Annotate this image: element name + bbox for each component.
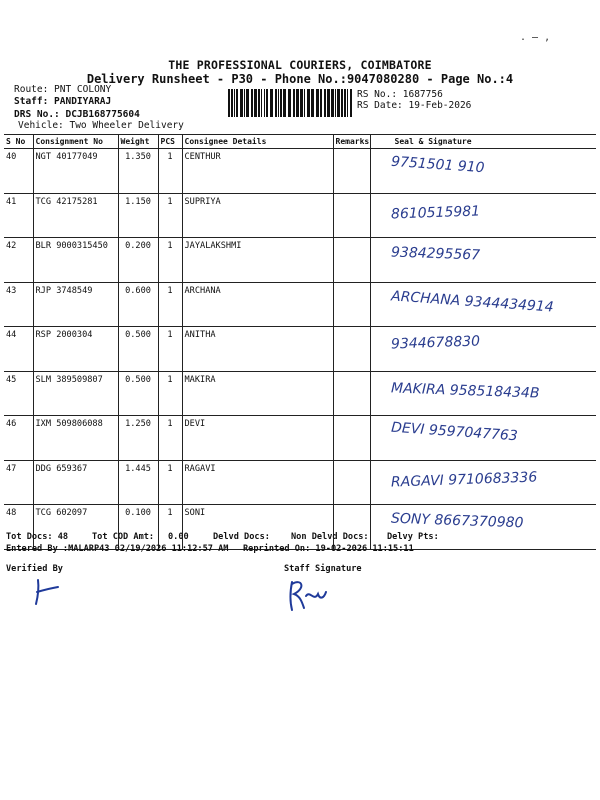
col-remarks: Remarks	[333, 135, 370, 149]
weight-cell: 1.250	[118, 416, 158, 461]
runsheet-subtitle: Delivery Runsheet - P30 - Phone No.:9047080280 - Page No.:4	[86, 72, 514, 86]
consignee-cell: SUPRIYA	[182, 193, 333, 238]
remarks-cell	[333, 327, 370, 372]
signature-cell	[370, 416, 596, 461]
sno-cell: 48	[4, 505, 33, 550]
consignee-cell: DEVI	[182, 416, 333, 461]
pcs-cell: 1	[158, 416, 182, 461]
barcode-bar	[234, 89, 235, 117]
total-docs: Tot Docs: 48	[6, 532, 69, 542]
barcode-bar	[275, 89, 277, 117]
handwritten-receipt: SONY 8667370980	[390, 510, 524, 532]
table-row	[4, 238, 596, 283]
barcode-bar	[327, 89, 330, 117]
remarks-cell	[333, 416, 370, 461]
remarks-cell	[333, 238, 370, 283]
weight-cell: 0.100	[118, 505, 158, 550]
pcs-cell: 1	[158, 238, 182, 283]
col-pcs: PCS	[158, 135, 182, 149]
barcode-bar	[288, 89, 291, 117]
scan-mark: . ̶ ,	[520, 32, 551, 43]
table-row	[4, 460, 596, 505]
consignment-cell: IXM 509806088	[33, 416, 118, 461]
handwritten-receipt: DEVI 9597047763	[390, 419, 518, 445]
delivery-points: Delvy Pts:	[387, 532, 439, 542]
consignment-cell: BLR 9000315450	[33, 238, 118, 283]
runsheet-table	[4, 134, 596, 550]
consignment-cell: NGT 40177049	[33, 149, 118, 194]
table-row	[4, 416, 596, 461]
barcode-bar	[240, 89, 243, 117]
remarks-cell	[333, 460, 370, 505]
signature-cell	[370, 460, 596, 505]
weight-cell: 1.350	[118, 149, 158, 194]
col-sno: S No	[4, 135, 33, 149]
sno-cell: 42	[4, 238, 33, 283]
staff-label: Staff: PANDIYARAJ	[14, 96, 112, 107]
sno-cell: 41	[4, 193, 33, 238]
barcode-bar	[300, 89, 303, 117]
weight-cell: 0.200	[118, 238, 158, 283]
handwritten-receipt: 9751501 910	[390, 153, 485, 177]
signature-cell	[370, 327, 596, 372]
verifier-signature	[24, 574, 74, 608]
consignment-cell: RSP 2000304	[33, 327, 118, 372]
pcs-cell: 1	[158, 282, 182, 327]
handwritten-receipt: 9344678830	[390, 333, 480, 353]
consignment-cell: TCG 602097	[33, 505, 118, 550]
sno-cell: 43	[4, 282, 33, 327]
barcode-bar	[341, 89, 343, 117]
sno-cell: 47	[4, 460, 33, 505]
remarks-cell	[333, 371, 370, 416]
barcode-bar	[311, 89, 314, 117]
handwritten-receipt: 9384295567	[390, 244, 480, 264]
barcode-bar	[244, 89, 245, 117]
barcode-bar	[350, 89, 352, 117]
signature-cell	[370, 282, 596, 327]
sno-cell: 46	[4, 416, 33, 461]
consignee-cell: CENTHUR	[182, 149, 333, 194]
barcode-bar	[316, 89, 319, 117]
verified-by-label: Verified By	[6, 564, 63, 574]
route-label: Route: PNT COLONY	[14, 84, 112, 95]
consignee-cell: ARCHANA	[182, 282, 333, 327]
barcode-bar	[228, 89, 230, 117]
barcode-bar	[251, 89, 253, 117]
staff-signature	[280, 574, 340, 614]
barcode-bar	[320, 89, 322, 117]
remarks-cell	[333, 505, 370, 550]
reprinted-on: Reprinted On: 19-02-2026 11:15:11	[243, 544, 414, 554]
sno-cell: 45	[4, 371, 33, 416]
barcode-bar	[283, 89, 286, 117]
table-header-row	[4, 135, 596, 149]
table-row	[4, 149, 596, 194]
consignee-cell: JAYALAKSHMI	[182, 238, 333, 283]
consignment-cell: TCG 42175281	[33, 193, 118, 238]
delivered-docs: Delvd Docs:	[213, 532, 270, 542]
weight-cell: 0.500	[118, 371, 158, 416]
signature-cell	[370, 149, 596, 194]
barcode-bar	[304, 89, 305, 117]
table-row	[4, 282, 596, 327]
barcode-bar	[293, 89, 295, 117]
non-delivered-docs: Non Delvd Docs:	[291, 532, 369, 542]
barcode-bar	[254, 89, 257, 117]
barcode-bar	[236, 89, 238, 117]
consignment-cell: RJP 3748549	[33, 282, 118, 327]
staff-signature-label: Staff Signature	[284, 564, 362, 574]
remarks-cell	[333, 149, 370, 194]
barcode-bar	[258, 89, 260, 117]
signature-cell	[370, 505, 596, 550]
signature-cell	[370, 193, 596, 238]
sno-cell: 40	[4, 149, 33, 194]
weight-cell: 1.445	[118, 460, 158, 505]
consignee-cell: MAKIRA	[182, 371, 333, 416]
table-row	[4, 505, 596, 550]
table-row	[4, 371, 596, 416]
col-seal-signature: Seal & Signature	[370, 135, 596, 149]
consignee-cell: SONI	[182, 505, 333, 550]
remarks-cell	[333, 282, 370, 327]
barcode-bar	[280, 89, 282, 117]
barcode-bar	[331, 89, 334, 117]
barcode-bar	[307, 89, 310, 117]
col-consignment: Consignment No	[33, 135, 118, 149]
table-row	[4, 327, 596, 372]
barcode-bar	[335, 89, 336, 117]
barcode-bar	[261, 89, 262, 117]
barcode-bar	[347, 89, 348, 117]
pcs-cell: 1	[158, 193, 182, 238]
rs-number: RS No.: 1687756	[357, 89, 443, 100]
company-title: THE PROFESSIONAL COURIERS, COIMBATORE	[168, 58, 432, 72]
pcs-cell: 1	[158, 371, 182, 416]
table-row	[4, 193, 596, 238]
barcode-bar	[278, 89, 279, 117]
barcode-bar	[264, 89, 265, 117]
col-weight: Weight	[118, 135, 158, 149]
barcode-bar	[266, 89, 268, 117]
col-consignee: Consignee Details	[182, 135, 333, 149]
handwritten-receipt: ARCHANA 9344434914	[390, 287, 554, 316]
barcode-bar	[246, 89, 249, 117]
consignment-cell: DDG 659367	[33, 460, 118, 505]
weight-cell: 0.600	[118, 282, 158, 327]
handwritten-receipt: MAKIRA 958518434B	[390, 379, 540, 402]
handwritten-receipt: 8610515981	[390, 202, 480, 223]
barcode	[228, 89, 352, 117]
consignment-cell: SLM 389509807	[33, 371, 118, 416]
barcode-bar	[337, 89, 340, 117]
drs-number: DRS No.: DCJB168775604	[14, 109, 140, 120]
barcode-bar	[231, 89, 233, 117]
pcs-cell: 1	[158, 327, 182, 372]
barcode-bar	[324, 89, 326, 117]
pcs-cell: 1	[158, 149, 182, 194]
total-cod-label: Tot COD Amt:	[92, 532, 155, 542]
barcode-bar	[296, 89, 299, 117]
signature-cell	[370, 238, 596, 283]
entered-by: Entered By :MALARP43 02/19/2026 11:12:57 AM	[6, 544, 229, 554]
sno-cell: 44	[4, 327, 33, 372]
consignee-cell: RAGAVI	[182, 460, 333, 505]
barcode-bar	[344, 89, 346, 117]
weight-cell: 1.150	[118, 193, 158, 238]
pcs-cell: 1	[158, 460, 182, 505]
handwritten-receipt: RAGAVI 9710683336	[390, 468, 538, 491]
rs-date: RS Date: 19-Feb-2026	[357, 100, 472, 111]
remarks-cell	[333, 193, 370, 238]
barcode-bar	[270, 89, 273, 117]
signature-cell	[370, 371, 596, 416]
pcs-cell: 1	[158, 505, 182, 550]
vehicle-label: Vehicle: Two Wheeler Delivery	[18, 120, 184, 131]
total-cod-value: 0.00	[168, 532, 189, 542]
consignee-cell: ANITHA	[182, 327, 333, 372]
weight-cell: 0.500	[118, 327, 158, 372]
